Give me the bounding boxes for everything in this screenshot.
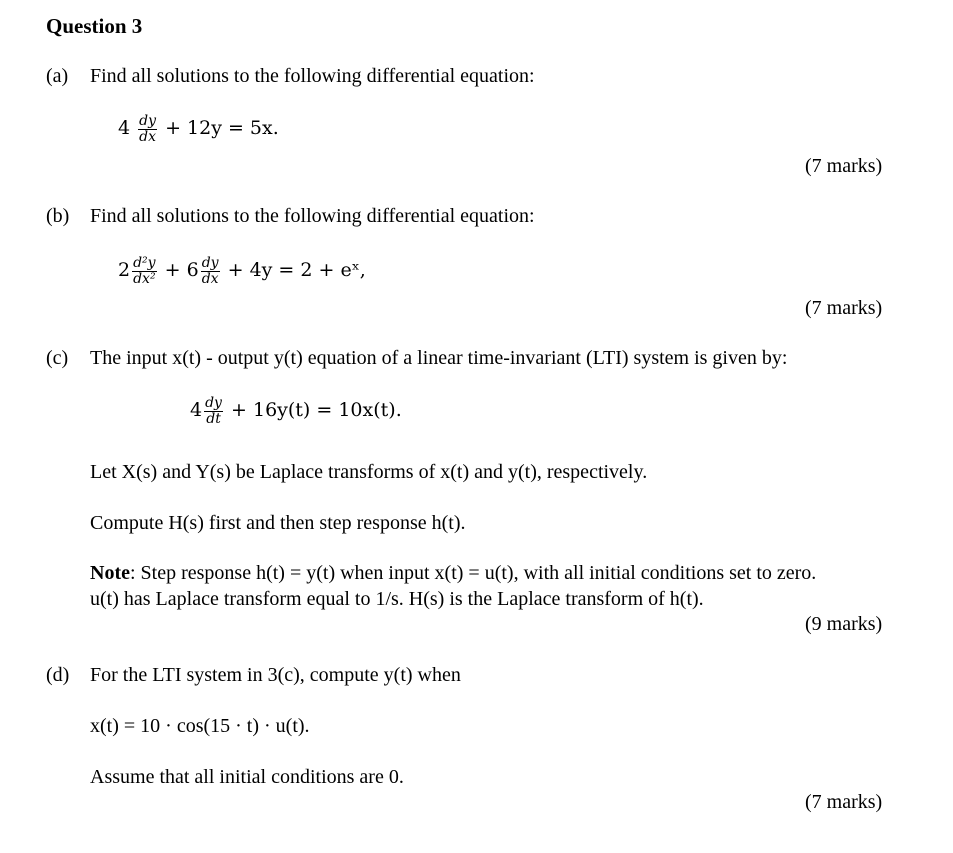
part-b-eq-rest: + 4y = 2 + eˣ, bbox=[227, 259, 366, 282]
part-b-prompt: Find all solutions to the following differential equation: bbox=[90, 205, 535, 227]
part-c-line-2: Compute H(s) first and then step response h(t). bbox=[90, 512, 466, 534]
part-c-note-line-2: u(t) has Laplace transform equal to 1/s. H(s) is the Laplace transform of h(t). bbox=[90, 588, 704, 610]
part-c-marks: (9 marks) bbox=[805, 613, 883, 635]
part-c-eq-numerator: dy bbox=[205, 395, 222, 411]
part-a-eq-fraction bbox=[138, 114, 157, 144]
part-c-note-text-1: : Step response h(t) = y(t) when input x(t) = u(t), with all initial conditions set to zero. bbox=[129, 562, 817, 584]
part-c-eq-fraction bbox=[204, 396, 223, 426]
part-d-line-1: Assume that all initial conditions are 0. bbox=[90, 766, 404, 788]
part-b-eq-numerator-1: d²y bbox=[133, 255, 156, 271]
part-b-eq-coef: 2 bbox=[118, 259, 131, 282]
part-b-eq-fraction-1 bbox=[132, 256, 156, 286]
part-c-eq-rest: + 16y(t) = 10x(t). bbox=[231, 399, 402, 422]
part-a-eq-rest: + 12y = 5x. bbox=[165, 117, 279, 140]
part-b-marks: (7 marks) bbox=[805, 297, 883, 319]
part-c-eq-denominator: dt bbox=[206, 410, 221, 427]
part-a-eq-coef: 4 bbox=[118, 117, 131, 140]
part-b-eq-denominator-2: dx bbox=[201, 270, 219, 287]
part-c-eq-coef: 4 bbox=[190, 399, 203, 422]
part-c-line-1: Let X(s) and Y(s) be Laplace transforms of x(t) and y(t), respectively. bbox=[90, 461, 648, 483]
part-b-eq-fraction-2 bbox=[201, 256, 220, 286]
part-b-equation bbox=[118, 256, 366, 286]
part-b-label: (b) bbox=[46, 205, 70, 227]
part-d-prompt: For the LTI system in 3(c), compute y(t) when bbox=[90, 664, 461, 686]
part-c-prompt: The input x(t) - output y(t) equation of a linear time-invariant (LTI) system is given by: bbox=[90, 347, 788, 369]
part-c-note-line-1 bbox=[90, 563, 816, 583]
part-b-eq-denominator-1: dx² bbox=[133, 270, 156, 287]
part-a-equation bbox=[118, 114, 279, 144]
part-c-label: (c) bbox=[46, 347, 69, 369]
part-b-eq-numerator-2: dy bbox=[201, 255, 219, 271]
part-d-label: (d) bbox=[46, 664, 70, 686]
part-c-equation bbox=[190, 396, 402, 426]
question-title: Question 3 bbox=[46, 14, 143, 38]
part-a-eq-denominator: dx bbox=[139, 128, 156, 145]
part-b-eq-mid: + 6 bbox=[164, 259, 199, 282]
part-c-note-label: Note bbox=[90, 562, 130, 584]
part-d-equation: x(t) = 10 · cos(15 · t) · u(t). bbox=[90, 715, 310, 737]
part-a-label: (a) bbox=[46, 65, 69, 87]
part-a-marks: (7 marks) bbox=[805, 155, 883, 177]
part-a-prompt: Find all solutions to the following differential equation: bbox=[90, 65, 535, 87]
part-a-eq-numerator: dy bbox=[139, 113, 157, 129]
part-d-marks: (7 marks) bbox=[805, 791, 883, 813]
